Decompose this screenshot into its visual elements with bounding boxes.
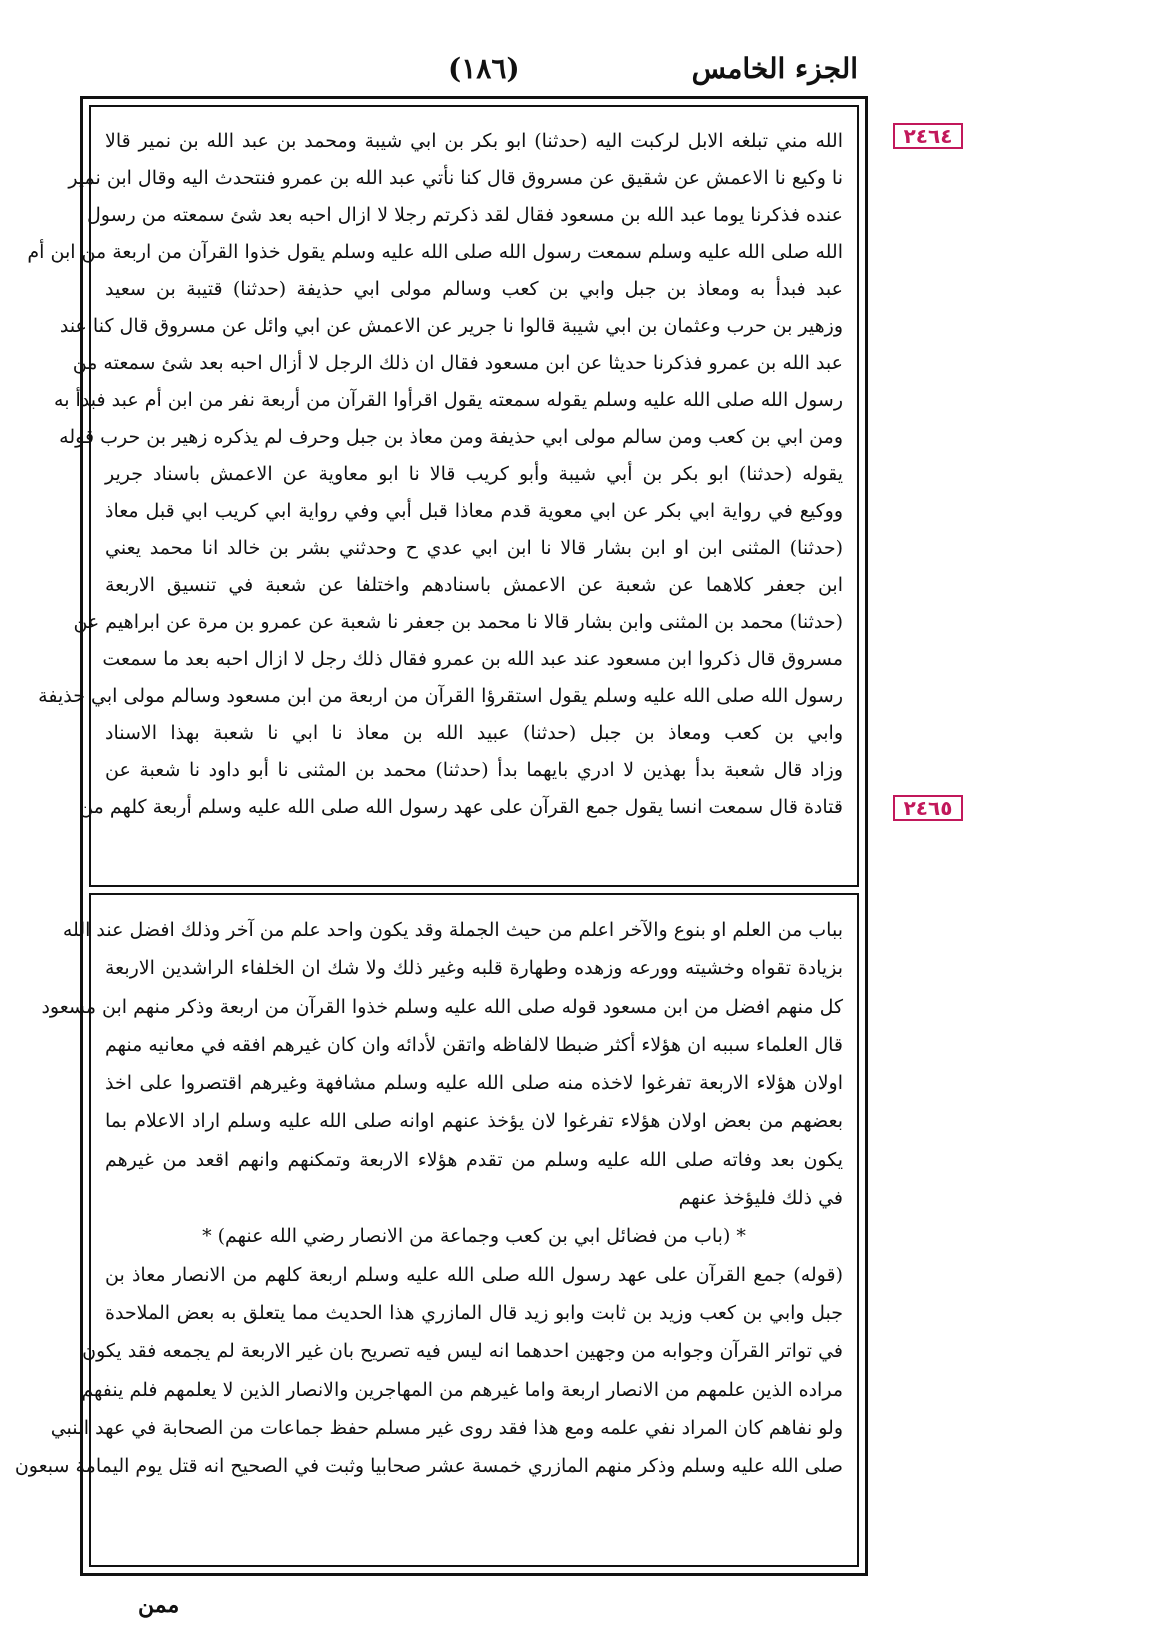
page-header-part: الجزء الخامس <box>691 52 858 85</box>
commentary-box <box>14 893 859 1567</box>
commentary-line: جبل وابي بن كعب وزيد بن ثابت وابو زيد قال المازري هذا الحديث مما يتعلق به بعض الملاحدة <box>105 1301 843 1324</box>
main-text <box>27 123 843 826</box>
main-line: الله صلى الله عليه وسلم سمعت رسول الله صلى الله عليه وسلم يقول خذوا القرآن من اربعة من ابن أم <box>27 241 843 263</box>
hadith-number-2464: ٢٤٦٤ <box>893 123 963 149</box>
main-line: وزاد قال شعبة بدأ بهذين لا ادري بايهما بدأ (حدثنا) محمد بن المثنى نا أبو داود نا شعبة عن <box>105 759 843 781</box>
main-line: الله مني تبلغه الابل لركبت اليه (حدثنا) ابو بكر بن ابي شيبة ومحمد بن عبد الله بن نمير قالا <box>105 130 843 152</box>
page-number: (١٨٦) <box>448 52 520 85</box>
chapter-heading: * (باب من فضائل ابي بن كعب وجماعة من الانصار رضي الله عنهم) * <box>202 1225 746 1248</box>
commentary-text <box>14 911 843 1485</box>
commentary-line: (قوله) جمع القرآن على عهد رسول الله صلى الله عليه وسلم اربعة كلهم من الانصار معاذ بن <box>105 1263 843 1286</box>
main-text-box <box>27 105 859 887</box>
commentary-line: في تواتر القرآن وجوابه من وجهين احدهما انه ليس فيه تصريح بان غير الاربعة لم يجمعه فقد يكون <box>82 1340 843 1363</box>
commentary-line: بعضهم من بعض اولان هؤلاء تفرغوا لان يؤخذ عنهم اوانه صلى الله عليه وسلم اراد الاعلام بما <box>105 1110 843 1133</box>
main-line: نا وكيع نا الاعمش عن شقيق عن مسروق قال كنا نأتي عبد الله بن عمرو فنتحدث اليه وقال ابن نمير <box>68 167 843 189</box>
main-line: رسول الله صلى الله عليه وسلم يقول استقرؤا القرآن من اربعة من ابن مسعود وسالم مولى ابي حذيفة <box>38 685 843 707</box>
commentary-line: في ذلك فليؤخذ عنهم <box>678 1187 843 1210</box>
main-line: رسول الله صلى الله عليه وسلم يقوله سمعته يقول اقرأوا القرآن من أربعة نفر من ابن أم عبد فبدأ به <box>54 389 843 411</box>
main-line: ووكيع في رواية ابي بكر عن ابي معوية قدم معاذا قبل أبي وفي رواية ابي كريب ابي قبل معاذ <box>105 500 843 522</box>
commentary-line: ولو نفاهم كان المراد نفي علمه ومع هذا فقد روى غير مسلم حفظ جماعات من الصحابة في عهد النبي <box>50 1416 843 1439</box>
main-line: عبد الله بن عمرو فذكرنا حديثا عن ابن مسعود فقال ان ذلك الرجل لا أزال احبه بعد شئ سمعته من <box>72 352 843 374</box>
main-line: يقوله (حدثنا) ابو بكر بن أبي شيبة وأبو كريب قالا نا ابو معاوية عن الاعمش باسناد جرير <box>105 463 843 485</box>
main-line: (حدثنا) محمد بن المثنى وابن بشار قالا نا محمد بن جعفر نا شعبة عن عمرو بن مرة عن ابراهيم عن <box>73 611 843 633</box>
main-line: قتادة قال سمعت انسا يقول جمع القرآن على عهد رسول الله صلى الله عليه وسلم أربعة كلهم من <box>79 796 843 818</box>
main-line: ابن جعفر كلاهما عن شعبة عن الاعمش باسنادهم واختلفا عن شعبة في تنسيق الاربعة <box>105 574 843 596</box>
commentary-line: بباب من العلم او بنوع والآخر اعلم من حيث الجملة وقد يكون واحد علم من آخر وذلك افضل عند الله <box>62 919 843 941</box>
footer-catchword: ممن <box>138 1592 180 1618</box>
main-line: (حدثنا) المثنى ابن او ابن بشار قالا نا ابن ابي عدي ح وحدثني بشر بن خالد انا محمد يعني <box>105 537 843 559</box>
commentary-line: اولان هؤلاء الاربعة تفرغوا لاخذه منه صلى الله عليه وسلم مشافهة وغيرهم اقتصروا على اخذ <box>105 1072 843 1095</box>
main-line: ومن ابي بن كعب ومن سالم مولى ابي حذيفة ومن معاذ بن جبل وحرف لم يذكره زهير بن حرب قوله <box>59 426 843 448</box>
hadith-number-2465: ٢٤٦٥ <box>893 795 963 821</box>
commentary-line: يكون بعد وفاته صلى الله عليه وسلم من تقدم هؤلاء الاربعة وتمكنهم وانهم اقعد من غيرهم <box>105 1148 843 1171</box>
main-line: وزهير بن حرب وعثمان بن ابي شيبة قالوا نا جرير عن الاعمش عن ابي وائل عن مسروق قال كنا عند <box>59 315 843 337</box>
main-line: عبد فبدأ به ومعاذ بن جبل وابي بن كعب وسالم مولى ابي حذيفة (حدثنا) قتيبة بن سعيد <box>105 278 843 300</box>
commentary-line: قال العلماء سببه ان هؤلاء أكثر ضبطا لالفاظه واتقن لأدائه وان كان غيرهم افقه في معانيه منهم <box>105 1033 843 1056</box>
commentary-line: مراده الذين علمهم من الانصار اربعة واما غيرهم من المهاجرين والانصار الذين لا يعلمهم فلم ينفهم <box>81 1378 843 1401</box>
main-line: عنده فذكرنا يوما عبد الله بن مسعود فقال لقد ذكرتم رجلا لا ازال احبه بعد شئ سمعته من رسول <box>86 204 843 226</box>
page-frame <box>14 96 868 1576</box>
main-line: مسروق قال ذكروا ابن مسعود عند عبد الله بن عمرو فقال ذلك رجل لا ازال احبه بعد ما سمعت <box>102 648 843 670</box>
commentary-line: كل منهم افضل من ابن مسعود قوله صلى الله عليه وسلم خذوا القرآن من اربعة وذكر منهم ابن مسعود <box>41 995 843 1018</box>
commentary-line: بزيادة تقواه وخشيته وورعه وزهده وطهارة قلبه وغير ذلك ولا شك ان الخلفاء الراشدين الاربعة <box>105 957 843 980</box>
main-line: وابي بن كعب ومعاذ بن جبل (حدثنا) عبيد الله بن معاذ نا ابي نا شعبة بهذا الاسناد <box>105 722 843 744</box>
commentary-line: صلى الله عليه وسلم وذكر منهم المازري خمسة عشر صحابيا وثبت في الصحيح انه قتل يوم اليمامة سبعون <box>14 1455 843 1478</box>
